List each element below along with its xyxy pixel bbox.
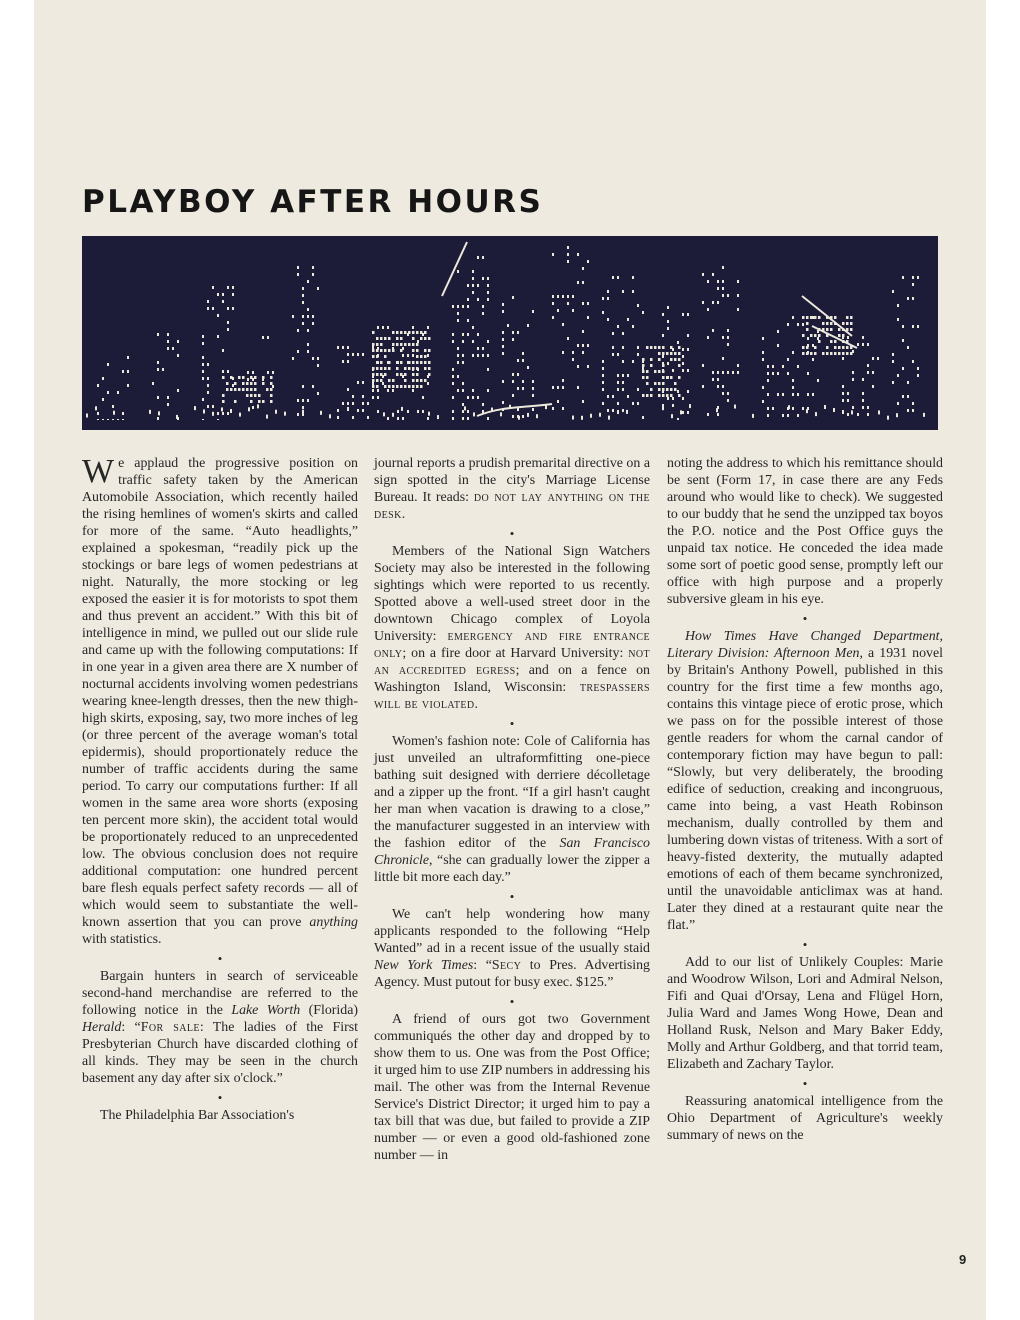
text-run: to Pres. Advertising Agency. Must putout for busy exec. $125.” (374, 958, 651, 990)
text-run: ; and on a fence on Washington Island, Wisconsin: (374, 663, 650, 695)
text-run: We can't help wondering how many applicants responded to the following “Help Wanted” ad in a recent issue of the usually staid (374, 907, 650, 956)
article-paragraph (82, 1107, 358, 1124)
text-run: ; on a fire door at Harvard University: (402, 646, 629, 661)
italic-text: New York Times (374, 958, 474, 973)
italic-text: San Francisco Chronicle (374, 836, 650, 868)
section-divider-bullet: • (217, 951, 223, 966)
section-divider-bullet: • (509, 889, 515, 904)
text-run: Reassuring anatomical intelligence from the Ohio Department of Agriculture's weekly summary of news on the (667, 1094, 943, 1143)
text-run: e applaud the progressive position on traffic safety taken by the American Automobile Association, which recently hailed the rising hemlines of women's skirts and called for more of the same. “Auto headlights,” explained a spokesman, “readily pick up the stockings or bare legs of women pedestrians at night. Naturally, the more stocking or leg exposed the easier it is for motorists to spot them and thus prevent an accident.” With this bit of intelligence in mind, we pulled out our slide rule and came up with the following computations: If in one year in a given area there are X number of nocturnal accidents involving women pedestrians wearing knee-length dresses, then the new thigh-high skirts, exposing, say, two more inches of leg (or three percent of the average woman's total epidermis), should proportionately reduce the number of traffic accidents during the same period. To carry our computations further: If all women in the same area wore shorts (exposing ten percent more skin), the accident total would be proportionately reduced to an unprecedented low. The obvious conclusion does not require additional computation: one hundred percent bare flesh equals perfect safety records — all of which would seem to substantiate the well-known assertion that you can prove (82, 456, 358, 930)
article-column-3 (667, 455, 943, 1144)
italic-text: anything (309, 915, 358, 930)
article-paragraph (667, 1093, 943, 1144)
small-caps-text: For sale (140, 1020, 200, 1035)
italic-text: Herald (82, 1020, 122, 1035)
italic-text: Lake Worth (231, 1003, 301, 1018)
text-run: with statistics. (82, 932, 162, 947)
article-column-2 (374, 455, 650, 1164)
italic-text: How Times Have Changed Department, Literary Division: Afternoon Men (667, 629, 943, 661)
small-caps-text: Secy (491, 958, 522, 973)
text-run: : “ (121, 1020, 141, 1035)
section-divider-bullet: • (802, 611, 808, 626)
section-divider-bullet: • (802, 1076, 808, 1091)
section-divider-bullet: • (509, 994, 515, 1009)
drop-cap: W (82, 453, 115, 490)
article-paragraph (374, 543, 650, 713)
text-run: : “ (473, 958, 492, 973)
article-paragraph (82, 455, 358, 948)
text-run: noting the address to which his remittance should be sent (Form 17, in case there are any Feds around who would like to check). We suggested to our buddy that he send the unzipped tax boyos the P.O. notice and the Post Office guys the unpaid tax notice. He conceded the idea made some sort of poetic good sense, promptly left our office with high purpose and a properly subversive gleam in his eye. (667, 456, 943, 607)
text-run: A friend of ours got two Government communiqués the other day and dropped by to show them to us. One was from the Post Office; it urged him to use ZIP numbers in addressing his mail. The other was from the Internal Revenue Service's District Director; it urged him to pay a tax bill that was due, but failed to provide a ZIP number — or even a good old-fashioned zone number — in (374, 1012, 650, 1163)
text-run: Members of the National Sign Watchers Society may also be interested in the following sightings which were reported to us recently. Spotted above a well-used street door in the downtown Chicago complex of Loyola University: (374, 544, 650, 644)
text-run: Add to our list of Unlikely Couples: Marie and Woodrow Wilson, Lori and Admiral Nelson, Fifi and Quai d'Orsay, Lena and Flügel Horn, Julia Ward and James Wong Howe, Dean and Holland Rusk, Nelson and Mary Baker Eddy, Molly and Arthur Goldberg, and that torrid team, Elizabeth and Zachary Taylor. (667, 955, 943, 1072)
article-paragraph (374, 906, 650, 991)
text-run: Bargain hunters in search of serviceable second-hand merchandise are referred to the following notice in the (82, 969, 358, 1018)
section-divider-bullet: • (509, 716, 515, 731)
article-paragraph (374, 1011, 650, 1164)
small-caps-text: trespassers will be violated. (374, 680, 650, 712)
text-run: (Florida) (300, 1003, 358, 1018)
article-paragraph (82, 968, 358, 1087)
city-skyline-illustration (82, 236, 938, 430)
page-title: PLAYBOY AFTER HOURS (82, 184, 544, 220)
article-paragraph (667, 954, 943, 1073)
text-run: : The ladies of the First Presbyterian Church have discarded clothing of all kinds. They may be seen in the church basement any day after six o'clock.” (82, 1020, 359, 1086)
text-run: The Philadelphia Bar Association's (100, 1108, 295, 1123)
article-column-1 (82, 455, 358, 1124)
article-paragraph (374, 455, 650, 523)
section-divider-bullet: • (509, 526, 515, 541)
text-run: , “she can gradually lower the zipper a little bit more each day.” (374, 853, 650, 885)
section-divider-bullet: • (802, 937, 808, 952)
section-divider-bullet: • (217, 1090, 223, 1105)
text-run: journal reports a prudish premarital directive on a sign spotted in the city's Marriage License Bureau. It reads: (374, 456, 650, 505)
article-paragraph (667, 455, 943, 608)
small-caps-text: do not lay anything on the desk. (374, 490, 650, 522)
article-paragraph (667, 628, 943, 934)
small-caps-text: not an accredited egress (374, 646, 650, 678)
text-run: Women's fashion note: Cole of California has just unveiled an ultraformfitting one-piece bathing suit designed with derriere décolletage and a zipper up the front. “If a girl hasn't caught her man when vacation is drawing to a close,” the manufacturer suggested in an interview with the fashion editor of the (374, 734, 650, 851)
article-paragraph (374, 733, 650, 886)
page-number: 9 (959, 1252, 967, 1267)
small-caps-text: emergency and fire entrance only (374, 629, 650, 661)
text-run: , a 1931 novel by Britain's Anthony Powell, published in this country for the first time a few months ago, contains this vintage piece of erotic prose, which we pass on for the possible interest of those gentle readers for whom the carnal candor of contemporary fiction may have begun to pall: “Slowly, but very deliberately, the brooding edifice of seduction, creaking and incongruous, came into being, a vast Heath Robinson mechanism, dually controlled by them and lumbering down vistas of triteness. With a sort of heavy-fisted dexterity, the mutually adapted emotions of each of them became synchronized, until the unavoidable anticlimax was at hand. Later they dined at a restaurant quite near the flat.” (667, 646, 943, 933)
magazine-page (34, 0, 986, 1320)
